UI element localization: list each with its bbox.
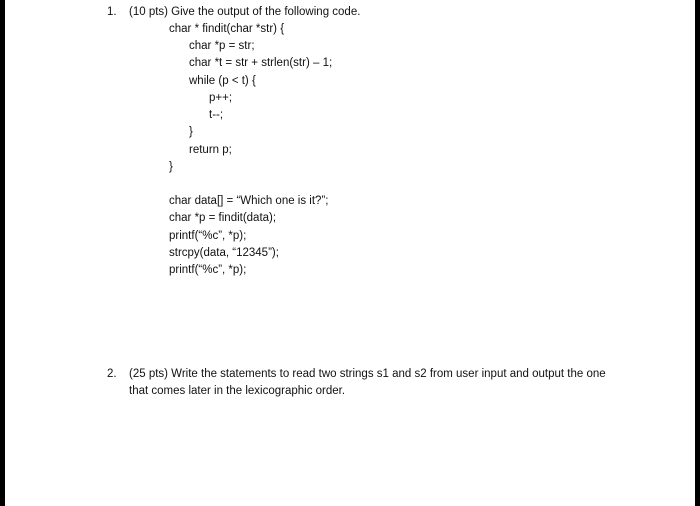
left-border [0,0,5,506]
code-line: char data[] = “Which one is it?”; [169,195,329,207]
code-line: strcpy(data, “12345”); [169,247,279,259]
code-line: } [169,161,173,173]
code-line: char *p = findit(data); [169,212,277,224]
question-2-number: 2. [107,368,117,380]
code-line: printf(“%c”, *p); [169,264,247,276]
code-line: t--; [209,109,224,121]
question-1-text: (10 pts) Give the output of the following code. [129,6,361,18]
code-line: char *t = str + strlen(str) – 1; [189,57,333,69]
right-border [695,0,700,506]
code-line: printf(“%c”, *p); [169,230,247,242]
code-line: char *p = str; [189,40,255,52]
question-2-text: (25 pts) Write the statements to read two strings s1 and s2 from user input and output the one [129,368,606,380]
code-line: } [189,126,193,138]
code-line: char * findit(char *str) { [169,23,285,35]
question-1-number: 1. [107,6,117,18]
code-line: return p; [189,144,232,156]
code-line: p++; [209,92,233,104]
code-line: while (p < t) { [189,75,256,87]
question-2-text: that comes later in the lexicographic order. [129,385,346,397]
